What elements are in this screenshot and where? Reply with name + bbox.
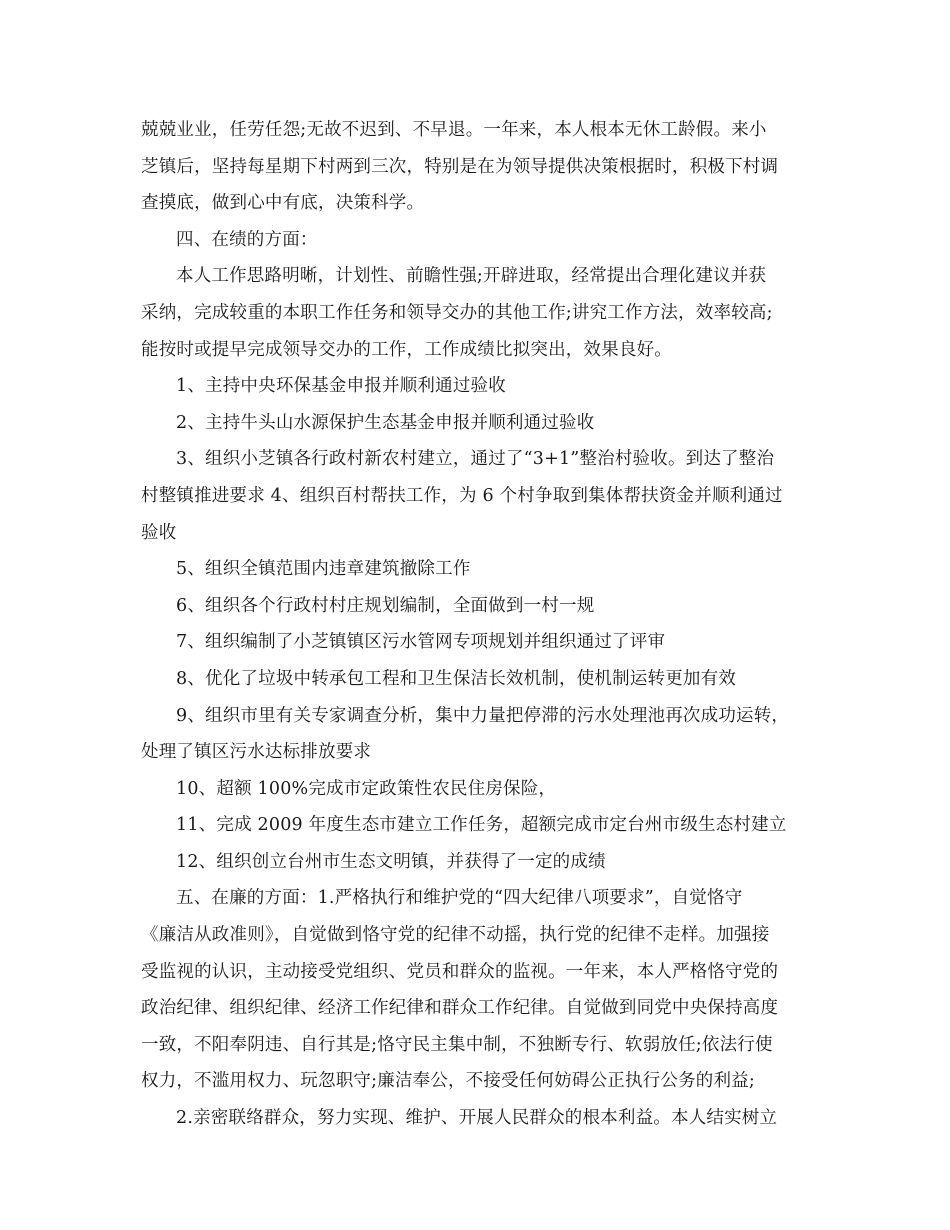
paragraph-performance-summary [141, 258, 831, 368]
text-line: 芝镇后，坚持每星期下村两到三次，特别是在为领导提供决策根据时，积极下村调 [141, 156, 779, 177]
text-line: 采纳，完成较重的本职工作任务和领导交办的其他工作;讲究工作方法，效率较高; [141, 302, 773, 323]
paragraph-item-2 [141, 405, 831, 442]
paragraph-item-12 [141, 844, 831, 881]
text-line: 验收 [141, 522, 177, 543]
text-line: 《廉洁从政准则》，自觉做到恪守党的纪律不动摇，执行党的纪律不走样。加强接 [141, 925, 770, 946]
paragraph-heading-integrity [141, 880, 831, 1100]
document-body [141, 112, 831, 1137]
text-line: 12、组织创立台州市生态文明镇，并获得了一定的成绩 [176, 851, 606, 872]
paragraph-item-6 [141, 588, 831, 625]
text-line: 五、在廉的方面：1.严格执行和维护党的“四大纪律八项要求”，自觉恪守 [176, 888, 743, 909]
text-line: 本人工作思路明晰，计划性、前瞻性强;开辟进取，经常提出合理化建议并获 [176, 266, 767, 287]
text-line: 兢兢业业，任劳任怨;无故不迟到、不早退。一年来，本人根本无休工龄假。来小 [141, 120, 767, 140]
text-line: 7、组织编制了小芝镇镇区污水管网专项规划并组织通过了评审 [176, 632, 666, 653]
paragraph-continuation-diligence [141, 112, 831, 222]
paragraph-item-11 [141, 807, 831, 844]
paragraph-item-5 [141, 551, 831, 588]
text-line: 6、组织各个行政村村庄规划编制，全面做到一村一规 [176, 595, 595, 616]
paragraph-item-10 [141, 771, 831, 808]
text-line: 3、组织小芝镇各行政村新农村建立，通过了“3+1”整治村验收。到达了整治 [176, 449, 775, 470]
text-line: 一致，不阳奉阴违、自行其是;恪守民主集中制，不独断专行、软弱放任;依法行使 [141, 1034, 773, 1055]
paragraph-item-integrity-2 [141, 1100, 831, 1137]
paragraph-item-3-4 [141, 441, 831, 551]
text-line: 权力，不滥用权力、玩忽职守;廉洁奉公，不接受任何妨碍公正执行公务的利益; [141, 1071, 755, 1092]
text-line: 1、主持中央环保基金申报并顺利通过验收 [176, 376, 506, 397]
text-line: 8、优化了垃圾中转承包工程和卫生保洁长效机制，使机制运转更加有效 [176, 668, 737, 689]
text-line: 5、组织全镇范围内违章建筑撤除工作 [176, 559, 471, 580]
text-line: 村整镇推进要求 4、组织百村帮扶工作，为 6 个村争取到集体帮扶资金并顺利通过 [141, 485, 783, 506]
text-line: 查摸底，做到心中有底，决策科学。 [141, 193, 425, 214]
paragraph-item-1 [141, 368, 831, 405]
text-line: 处理了镇区污水达标排放要求 [141, 742, 372, 763]
text-line: 2.亲密联络群众，努力实现、维护、开展人民群众的根本利益。本人结实树立 [176, 1108, 778, 1129]
text-line: 能按时或提早完成领导交办的工作，工作成绩比拟突出，效果良好。 [141, 339, 672, 360]
paragraph-item-8 [141, 661, 831, 698]
paragraph-item-7 [141, 624, 831, 661]
paragraph-item-9 [141, 698, 831, 771]
text-line: 2、主持牛头山水源保护生态基金申报并顺利通过验收 [176, 412, 595, 433]
text-line: 四、在绩的方面： [176, 229, 318, 250]
text-line: 9、组织市里有关专家调查分析，集中力量把停滞的污水处理池再次成功运转， [176, 705, 790, 726]
text-line: 政治纪律、组织纪律、经济工作纪律和群众工作纪律。自觉做到同党中央保持高度 [141, 998, 779, 1019]
text-line: 11、完成 2009 年度生态市建立工作任务，超额完成市定台州市级生态村建立 [176, 815, 787, 836]
paragraph-heading-performance [141, 222, 831, 259]
text-line: 受监视的认识，主动接受党组织、党员和群众的监视。一年来，本人严格恪守党的 [141, 961, 779, 982]
text-line: 10、超额 100%完成市定政策性农民住房保险， [176, 778, 557, 799]
